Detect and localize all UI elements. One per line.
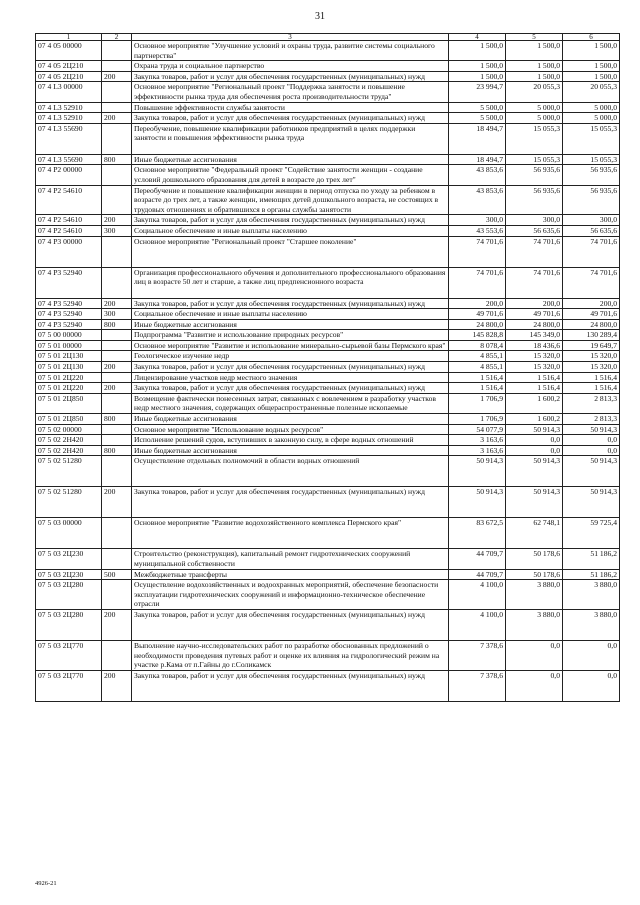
row-expense-type xyxy=(102,393,132,413)
row-name: Осуществление водохозяйственных и водоохранных мероприятий, обеспечение безопасности эксплуатации гидротехнических сооружений и информационно-техническое обеспечение отрасли xyxy=(132,580,449,610)
footer-code: 4926-21 xyxy=(35,880,57,887)
row-amount-year2: 200,0 xyxy=(506,298,563,309)
row-name: Охрана труда и социальное партнерство xyxy=(132,61,449,72)
row-amount-year2: 300,0 xyxy=(506,215,563,226)
row-amount-year3: 74 701,6 xyxy=(563,236,620,267)
table-row xyxy=(36,215,620,226)
row-name: Основное мероприятие "Развитие и использование минерально-сырьевой базы Пермского края" xyxy=(132,340,449,351)
row-code: 07 5 03 2Ц280 xyxy=(36,609,102,640)
table-row xyxy=(36,351,620,362)
row-name: Социальное обеспечение и иные выплаты населению xyxy=(132,225,449,236)
row-amount-year2: 15 320,0 xyxy=(506,351,563,362)
row-amount-year3: 1 500,0 xyxy=(563,61,620,72)
row-code: 07 4 P2 54610 xyxy=(36,185,102,215)
row-name: Закупка товаров, работ и услуг для обеспечения государственных (муниципальных) нужд xyxy=(132,609,449,640)
row-name: Выполнение научно-исследовательских работ по разработке обоснованных предложений о необходимости проведения путевых работ и оценке их влияния на гидрологический режим на участке р.Кама от п.Гайны до г.Соликамск xyxy=(132,640,449,670)
row-name: Межбюджетные трансферты xyxy=(132,569,449,580)
row-amount-year2: 56 935,6 xyxy=(506,165,563,185)
table-row xyxy=(36,580,620,610)
row-amount-year2: 24 800,0 xyxy=(506,319,563,330)
row-name: Основное мероприятие "Улучшение условий и охраны труда, развитие системы социального партнерства" xyxy=(132,41,449,61)
row-expense-type: 200 xyxy=(102,71,132,82)
row-amount-year3: 5 000,0 xyxy=(563,113,620,124)
row-amount-year3: 20 055,3 xyxy=(563,82,620,102)
row-name: Закупка товаров, работ и услуг для обеспечения государственных (муниципальных) нужд xyxy=(132,71,449,82)
row-code: 07 4 P3 52940 xyxy=(36,298,102,309)
row-amount-year2: 74 701,6 xyxy=(506,236,563,267)
row-expense-type xyxy=(102,580,132,610)
row-code: 07 5 02 00000 xyxy=(36,424,102,435)
row-amount-year2: 0,0 xyxy=(506,435,563,446)
row-code: 07 4 P3 00000 xyxy=(36,236,102,267)
row-amount-year2: 1 600,2 xyxy=(506,414,563,425)
row-name: Закупка товаров, работ и услуг для обеспечения государственных (муниципальных) нужд xyxy=(132,670,449,701)
budget-table xyxy=(35,33,620,702)
table-row xyxy=(36,445,620,456)
row-code: 07 4 L3 52910 xyxy=(36,113,102,124)
row-expense-type xyxy=(102,123,132,154)
row-amount-year2: 49 701,6 xyxy=(506,309,563,320)
row-amount-year1: 4 100,0 xyxy=(449,609,506,640)
row-amount-year2: 0,0 xyxy=(506,445,563,456)
row-expense-type xyxy=(102,340,132,351)
row-expense-type xyxy=(102,82,132,102)
row-amount-year2: 3 880,0 xyxy=(506,609,563,640)
row-name: Возмещение фактически понесенных затрат, связанных с вовлечением в разработку участков недр местного значения, содержащих общераспространенные полезные ископаемые xyxy=(132,393,449,413)
row-amount-year3: 1 500,0 xyxy=(563,41,620,61)
row-amount-year2: 1 516,4 xyxy=(506,383,563,394)
table-row xyxy=(36,393,620,413)
row-amount-year3: 24 800,0 xyxy=(563,319,620,330)
row-amount-year3: 5 000,0 xyxy=(563,102,620,113)
row-amount-year2: 74 701,6 xyxy=(506,267,563,298)
table-row xyxy=(36,640,620,670)
row-amount-year3: 0,0 xyxy=(563,670,620,701)
row-amount-year2: 50 178,6 xyxy=(506,549,563,569)
row-amount-year2: 50 178,6 xyxy=(506,569,563,580)
row-code: 07 5 02 2Н420 xyxy=(36,435,102,446)
row-code: 07 4 P2 00000 xyxy=(36,165,102,185)
row-code: 07 4 P3 52940 xyxy=(36,319,102,330)
row-amount-year3: 15 320,0 xyxy=(563,362,620,373)
row-expense-type xyxy=(102,102,132,113)
row-code: 07 4 P2 54610 xyxy=(36,215,102,226)
table-row xyxy=(36,340,620,351)
row-code: 07 5 01 2Ц220 xyxy=(36,372,102,383)
row-code: 07 5 03 2Ц770 xyxy=(36,640,102,670)
row-amount-year2: 0,0 xyxy=(506,670,563,701)
row-code: 07 4 L3 00000 xyxy=(36,82,102,102)
row-expense-type: 300 xyxy=(102,225,132,236)
row-expense-type xyxy=(102,372,132,383)
row-amount-year3: 300,0 xyxy=(563,215,620,226)
row-name: Лицензирование участков недр местного значения xyxy=(132,372,449,383)
row-amount-year3: 1 500,0 xyxy=(563,71,620,82)
row-amount-year2: 145 349,0 xyxy=(506,330,563,341)
row-amount-year1: 4 855,1 xyxy=(449,362,506,373)
row-amount-year2: 1 516,4 xyxy=(506,372,563,383)
row-code: 07 5 03 2Ц770 xyxy=(36,670,102,701)
table-row xyxy=(36,383,620,394)
row-name: Геологическое изучение недр xyxy=(132,351,449,362)
row-amount-year3: 50 914,3 xyxy=(563,487,620,518)
row-amount-year1: 44 709,7 xyxy=(449,549,506,569)
table-row xyxy=(36,267,620,298)
row-amount-year1: 74 701,6 xyxy=(449,267,506,298)
row-code: 07 5 01 00000 xyxy=(36,340,102,351)
row-amount-year1: 50 914,3 xyxy=(449,487,506,518)
row-code: 07 4 L3 55690 xyxy=(36,154,102,165)
row-name: Подпрограмма "Развитие и использование природных ресурсов" xyxy=(132,330,449,341)
row-name: Исполнение решений судов, вступивших в законную силу, в сфере водных отношений xyxy=(132,435,449,446)
table-row xyxy=(36,319,620,330)
row-expense-type xyxy=(102,267,132,298)
row-expense-type xyxy=(102,165,132,185)
row-expense-type: 200 xyxy=(102,383,132,394)
row-amount-year1: 5 500,0 xyxy=(449,102,506,113)
row-amount-year2: 3 880,0 xyxy=(506,580,563,610)
row-amount-year2: 15 055,3 xyxy=(506,154,563,165)
row-expense-type xyxy=(102,236,132,267)
table-row xyxy=(36,309,620,320)
row-code: 07 4 05 2Ц210 xyxy=(36,71,102,82)
row-amount-year3: 2 813,3 xyxy=(563,393,620,413)
row-amount-year2: 50 914,3 xyxy=(506,487,563,518)
row-expense-type xyxy=(102,41,132,61)
row-amount-year3: 56 935,6 xyxy=(563,185,620,215)
row-expense-type: 300 xyxy=(102,309,132,320)
row-name: Закупка товаров, работ и услуг для обеспечения государственных (муниципальных) нужд xyxy=(132,298,449,309)
table-row xyxy=(36,487,620,518)
row-name: Основное мероприятие "Развитие водохозяйственного комплекса Пермского края" xyxy=(132,518,449,549)
row-name: Организация профессионального обучения и дополнительного профессионального образования лиц в возрасте 50 лет и старше, а также лиц предпенсионного возраста xyxy=(132,267,449,298)
row-amount-year1: 1 706,9 xyxy=(449,414,506,425)
row-code: 07 5 02 2Н420 xyxy=(36,445,102,456)
row-code: 07 5 02 51280 xyxy=(36,456,102,487)
table-row xyxy=(36,330,620,341)
table-row xyxy=(36,518,620,549)
row-amount-year1: 18 494,7 xyxy=(449,123,506,154)
row-name: Строительство (реконструкция), капитальный ремонт гидротехнических сооружений муниципальной собственности xyxy=(132,549,449,569)
row-name: Закупка товаров, работ и услуг для обеспечения государственных (муниципальных) нужд xyxy=(132,215,449,226)
row-amount-year3: 51 186,2 xyxy=(563,549,620,569)
row-amount-year3: 1 516,4 xyxy=(563,383,620,394)
row-name: Переобучение, повышение квалификации работников предприятий в целях поддержки занятости и повышения эффективности рынка труда xyxy=(132,123,449,154)
row-amount-year2: 50 914,3 xyxy=(506,424,563,435)
row-amount-year2: 56 635,6 xyxy=(506,225,563,236)
row-amount-year1: 3 163,6 xyxy=(449,435,506,446)
table-row xyxy=(36,225,620,236)
row-expense-type: 800 xyxy=(102,414,132,425)
row-amount-year3: 74 701,6 xyxy=(563,267,620,298)
table-row xyxy=(36,82,620,102)
column-header-type: 2 xyxy=(102,34,132,41)
row-amount-year2: 56 935,6 xyxy=(506,185,563,215)
row-amount-year1: 18 494,7 xyxy=(449,154,506,165)
row-amount-year3: 0,0 xyxy=(563,445,620,456)
row-amount-year1: 50 914,3 xyxy=(449,456,506,487)
row-expense-type xyxy=(102,185,132,215)
row-code: 07 4 P3 52940 xyxy=(36,267,102,298)
row-amount-year3: 51 186,2 xyxy=(563,569,620,580)
row-amount-year2: 1 500,0 xyxy=(506,41,563,61)
table-row xyxy=(36,372,620,383)
row-amount-year3: 2 813,3 xyxy=(563,414,620,425)
page-number: 31 xyxy=(315,11,325,22)
row-name: Закупка товаров, работ и услуг для обеспечения государственных (муниципальных) нужд xyxy=(132,113,449,124)
row-amount-year1: 1 500,0 xyxy=(449,61,506,72)
row-amount-year1: 8 078,4 xyxy=(449,340,506,351)
row-amount-year3: 50 914,3 xyxy=(563,456,620,487)
row-code: 07 4 05 2Ц210 xyxy=(36,61,102,72)
row-code: 07 4 P2 54610 xyxy=(36,225,102,236)
row-name: Осуществление отдельных полномочий в области водных отношений xyxy=(132,456,449,487)
row-amount-year3: 59 725,4 xyxy=(563,518,620,549)
row-amount-year1: 4 100,0 xyxy=(449,580,506,610)
row-expense-type: 200 xyxy=(102,670,132,701)
row-amount-year1: 1 516,4 xyxy=(449,372,506,383)
table-row xyxy=(36,165,620,185)
row-code: 07 5 03 2Ц280 xyxy=(36,580,102,610)
row-amount-year3: 15 055,3 xyxy=(563,154,620,165)
row-amount-year1: 23 994,7 xyxy=(449,82,506,102)
table-row xyxy=(36,670,620,701)
row-amount-year3: 19 649,7 xyxy=(563,340,620,351)
row-name: Основное мероприятие "Использование водных ресурсов" xyxy=(132,424,449,435)
row-amount-year2: 50 914,3 xyxy=(506,456,563,487)
row-amount-year3: 1 516,4 xyxy=(563,372,620,383)
table-row xyxy=(36,123,620,154)
row-amount-year1: 7 378,6 xyxy=(449,670,506,701)
row-amount-year1: 24 800,0 xyxy=(449,319,506,330)
table-row xyxy=(36,71,620,82)
row-amount-year3: 15 320,0 xyxy=(563,351,620,362)
row-amount-year1: 1 500,0 xyxy=(449,41,506,61)
row-code: 07 5 03 00000 xyxy=(36,518,102,549)
row-amount-year1: 3 163,6 xyxy=(449,445,506,456)
row-amount-year2: 18 436,6 xyxy=(506,340,563,351)
row-expense-type xyxy=(102,435,132,446)
row-amount-year3: 56 635,6 xyxy=(563,225,620,236)
row-amount-year2: 20 055,3 xyxy=(506,82,563,102)
row-name: Основное мероприятие "Региональный проект "Поддержка занятости и повышение эффективности рынка труда для обеспечения роста производительности труда" xyxy=(132,82,449,102)
row-amount-year2: 15 055,3 xyxy=(506,123,563,154)
row-expense-type: 800 xyxy=(102,319,132,330)
row-amount-year3: 130 289,4 xyxy=(563,330,620,341)
row-amount-year1: 300,0 xyxy=(449,215,506,226)
row-amount-year3: 49 701,6 xyxy=(563,309,620,320)
table-row xyxy=(36,609,620,640)
row-expense-type xyxy=(102,518,132,549)
row-amount-year1: 49 701,6 xyxy=(449,309,506,320)
row-expense-type xyxy=(102,549,132,569)
row-amount-year1: 1 706,9 xyxy=(449,393,506,413)
row-amount-year2: 1 600,2 xyxy=(506,393,563,413)
row-code: 07 4 L3 52910 xyxy=(36,102,102,113)
table-row xyxy=(36,424,620,435)
row-expense-type xyxy=(102,351,132,362)
row-expense-type: 200 xyxy=(102,215,132,226)
row-name: Иные бюджетные ассигнования xyxy=(132,319,449,330)
row-amount-year1: 5 500,0 xyxy=(449,113,506,124)
row-name: Иные бюджетные ассигнования xyxy=(132,445,449,456)
row-code: 07 5 01 2Ц220 xyxy=(36,383,102,394)
table-row xyxy=(36,185,620,215)
row-code: 07 4 P3 52940 xyxy=(36,309,102,320)
column-header-name: 3 xyxy=(132,34,449,41)
row-amount-year3: 56 935,6 xyxy=(563,165,620,185)
row-amount-year3: 0,0 xyxy=(563,435,620,446)
row-expense-type: 800 xyxy=(102,154,132,165)
table-row xyxy=(36,154,620,165)
table-row xyxy=(36,456,620,487)
row-expense-type xyxy=(102,61,132,72)
table-row xyxy=(36,236,620,267)
row-code: 07 5 00 00000 xyxy=(36,330,102,341)
row-amount-year3: 3 880,0 xyxy=(563,609,620,640)
row-amount-year1: 145 828,8 xyxy=(449,330,506,341)
row-amount-year1: 83 672,5 xyxy=(449,518,506,549)
column-header-year2: 5 xyxy=(506,34,563,41)
row-name: Основное мероприятие "Федеральный проект "Содействие занятости женщин - создание условий дошкольного образования для детей в возрасте до трех лет" xyxy=(132,165,449,185)
row-expense-type: 200 xyxy=(102,113,132,124)
table-row xyxy=(36,414,620,425)
row-expense-type xyxy=(102,424,132,435)
row-code: 07 4 L3 55690 xyxy=(36,123,102,154)
row-expense-type: 200 xyxy=(102,298,132,309)
row-amount-year2: 5 000,0 xyxy=(506,102,563,113)
table-row xyxy=(36,102,620,113)
row-amount-year3: 200,0 xyxy=(563,298,620,309)
row-amount-year3: 3 880,0 xyxy=(563,580,620,610)
row-amount-year2: 5 000,0 xyxy=(506,113,563,124)
row-expense-type xyxy=(102,456,132,487)
row-amount-year2: 0,0 xyxy=(506,640,563,670)
column-header-code: 1 xyxy=(36,34,102,41)
row-amount-year1: 200,0 xyxy=(449,298,506,309)
row-name: Переобучение и повышение квалификации женщин в период отпуска по уходу за ребенком в возрасте до трех лет, а также женщин, имеющих детей дошкольного возраста, не состоящих в трудовых отношениях и обратившихся в органы службы занятости xyxy=(132,185,449,215)
row-code: 07 5 02 51280 xyxy=(36,487,102,518)
row-amount-year1: 1 500,0 xyxy=(449,71,506,82)
row-amount-year1: 43 853,6 xyxy=(449,165,506,185)
row-code: 07 5 03 2Ц230 xyxy=(36,569,102,580)
row-amount-year1: 74 701,6 xyxy=(449,236,506,267)
table-row xyxy=(36,41,620,61)
row-amount-year1: 7 378,6 xyxy=(449,640,506,670)
row-amount-year2: 1 500,0 xyxy=(506,71,563,82)
row-expense-type xyxy=(102,330,132,341)
row-amount-year2: 62 748,1 xyxy=(506,518,563,549)
table-row xyxy=(36,549,620,569)
header-row xyxy=(36,34,620,41)
row-amount-year3: 50 914,3 xyxy=(563,424,620,435)
row-amount-year1: 43 853,6 xyxy=(449,185,506,215)
row-expense-type xyxy=(102,640,132,670)
row-expense-type: 800 xyxy=(102,445,132,456)
row-amount-year1: 43 553,6 xyxy=(449,225,506,236)
row-amount-year1: 54 077,9 xyxy=(449,424,506,435)
row-name: Закупка товаров, работ и услуг для обеспечения государственных (муниципальных) нужд xyxy=(132,487,449,518)
table-row xyxy=(36,61,620,72)
row-name: Закупка товаров, работ и услуг для обеспечения государственных (муниципальных) нужд xyxy=(132,383,449,394)
row-amount-year2: 15 320,0 xyxy=(506,362,563,373)
row-name: Социальное обеспечение и иные выплаты населению xyxy=(132,309,449,320)
row-amount-year3: 0,0 xyxy=(563,640,620,670)
row-name: Иные бюджетные ассигнования xyxy=(132,414,449,425)
row-code: 07 5 01 2Ц850 xyxy=(36,414,102,425)
row-code: 07 5 01 2Ц130 xyxy=(36,351,102,362)
table-row xyxy=(36,298,620,309)
row-code: 07 5 01 2Ц850 xyxy=(36,393,102,413)
row-name: Повышение эффективности службы занятости xyxy=(132,102,449,113)
row-expense-type: 200 xyxy=(102,609,132,640)
row-amount-year1: 44 709,7 xyxy=(449,569,506,580)
row-name: Основное мероприятие "Региональный проект "Старшее поколение" xyxy=(132,236,449,267)
row-code: 07 5 03 2Ц230 xyxy=(36,549,102,569)
row-code: 07 5 01 2Ц130 xyxy=(36,362,102,373)
column-header-year1: 4 xyxy=(449,34,506,41)
row-name: Закупка товаров, работ и услуг для обеспечения государственных (муниципальных) нужд xyxy=(132,362,449,373)
row-amount-year1: 4 855,1 xyxy=(449,351,506,362)
table-row xyxy=(36,569,620,580)
row-name: Иные бюджетные ассигнования xyxy=(132,154,449,165)
row-amount-year3: 15 055,3 xyxy=(563,123,620,154)
row-amount-year1: 1 516,4 xyxy=(449,383,506,394)
row-amount-year2: 1 500,0 xyxy=(506,61,563,72)
column-header-year3: 6 xyxy=(563,34,620,41)
row-expense-type: 500 xyxy=(102,569,132,580)
row-code: 07 4 05 00000 xyxy=(36,41,102,61)
row-expense-type: 200 xyxy=(102,362,132,373)
table-row xyxy=(36,435,620,446)
table-row xyxy=(36,113,620,124)
table-row xyxy=(36,362,620,373)
row-expense-type: 200 xyxy=(102,487,132,518)
